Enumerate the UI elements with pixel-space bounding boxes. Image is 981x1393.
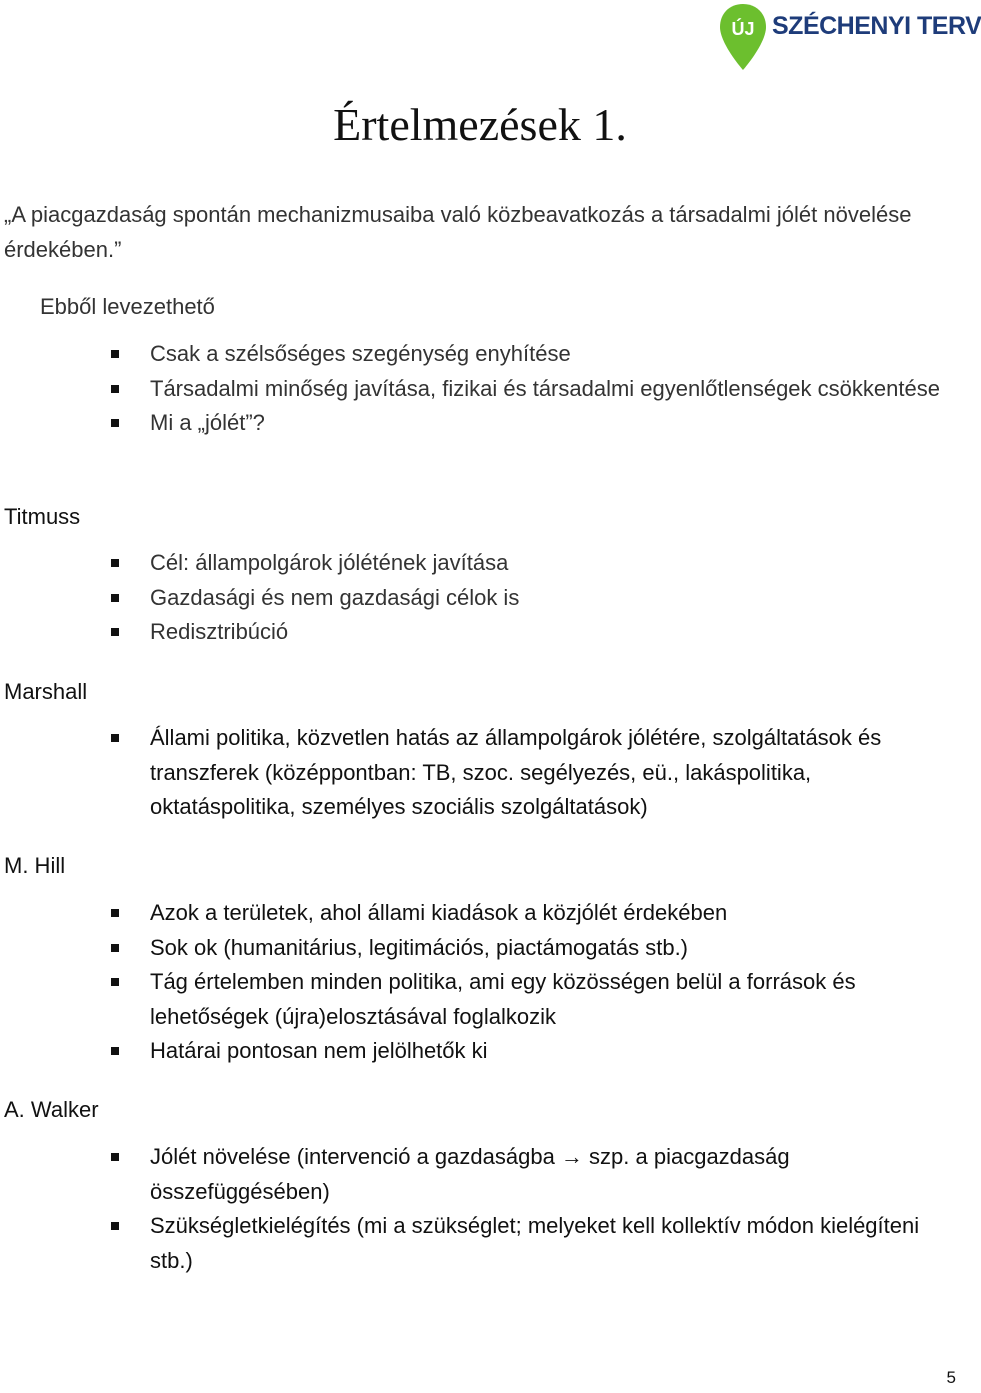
- page-number: 5: [946, 1368, 956, 1387]
- list-item: Azok a területek, ahol állami kiadások a közjólét érdekében: [108, 896, 940, 931]
- list-item: Határai pontosan nem jelölhetők ki: [108, 1034, 940, 1069]
- author-marshall: Marshall: [4, 679, 88, 704]
- szechenyi-terv-logo: [712, 0, 981, 78]
- logo-pin-text: ÚJ: [731, 19, 755, 39]
- list-item: Mi a „jólét”?: [108, 406, 940, 441]
- author-titmuss: Titmuss: [4, 504, 81, 529]
- intro-quote: „A piacgazdaság spontán mechanizmusaiba való közbeavatkozás a társadalmi jólét növelése érdekében.”: [4, 202, 912, 262]
- list-item: Redisztribúció: [108, 615, 940, 650]
- list-item: Jólét növelése (intervenció a gazdaságba → szp. a piacgazdaság összefüggésében): [108, 1140, 940, 1209]
- page-title: Értelmezések 1.: [333, 99, 627, 150]
- list-item: Csak a szélsőséges szegénység enyhítése: [108, 337, 940, 372]
- list-item: Cél: állampolgárok jólétének javítása: [108, 546, 940, 581]
- list-item: Gazdasági és nem gazdasági célok is: [108, 581, 940, 616]
- logo-text: SZÉCHENYI TERV: [772, 12, 981, 40]
- derived-list: [108, 337, 940, 441]
- walker-list: [108, 1140, 940, 1278]
- author-hill: M. Hill: [4, 853, 66, 878]
- list-item: Szükségletkielégítés (mi a szükséglet; melyeket kell kollektív módon kielégíteni stb.): [108, 1209, 940, 1278]
- list-item: Állami politika, közvetlen hatás az állampolgárok jólétére, szolgáltatások és transzferek (középpontban: TB, szoc. segélyezés, eü., lakáspolitika, oktatáspolitika, személyes szociális szolgáltatások): [108, 721, 940, 825]
- list-item: Társadalmi minőség javítása, fizikai és társadalmi egyenlőtlenségek csökkentése: [108, 372, 940, 407]
- derived-label: Ebből levezethető: [40, 294, 215, 319]
- author-walker: A. Walker: [4, 1097, 99, 1122]
- list-item: Sok ok (humanitárius, legitimációs, piactámogatás stb.): [108, 931, 940, 966]
- titmuss-list: [108, 546, 940, 650]
- list-item: Tág értelemben minden politika, ami egy közösségen belül a források és lehetőségek (újra)elosztásával foglalkozik: [108, 965, 940, 1034]
- location-pin-icon: [718, 2, 768, 72]
- marshall-list: [108, 721, 940, 825]
- hill-list: [108, 896, 940, 1069]
